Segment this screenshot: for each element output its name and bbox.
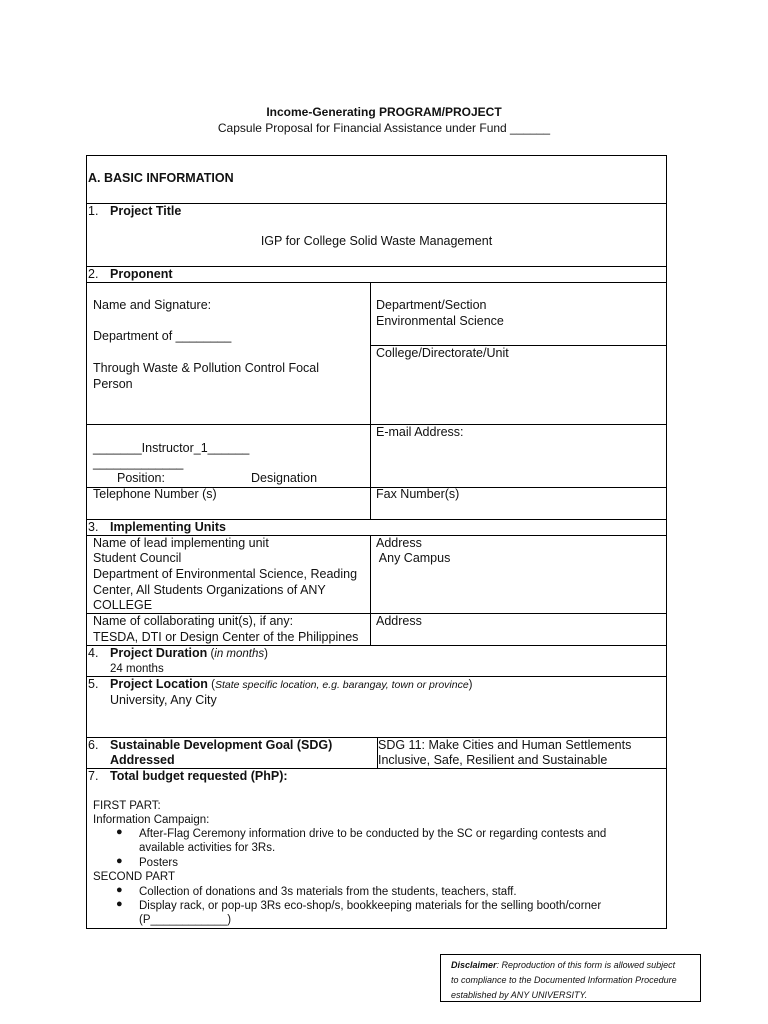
section-a-heading: A. BASIC INFORMATION bbox=[88, 171, 234, 185]
item-7-number: 7. bbox=[88, 769, 99, 783]
project-title-value: IGP for College Solid Waste Management bbox=[260, 234, 493, 248]
disclaimer-line3: established by ANY UNIVERSITY. bbox=[451, 990, 588, 1000]
project-duration-note: in months bbox=[214, 648, 265, 660]
signature-blank-line: _____________ bbox=[93, 456, 184, 470]
column-divider bbox=[370, 282, 371, 520]
column-divider bbox=[370, 535, 371, 646]
bullet-1-line2: available activities for 3Rs. bbox=[139, 842, 276, 854]
lead-unit-line: Center, All Students Organizations of ANY bbox=[93, 583, 326, 597]
item-2-number: 2. bbox=[88, 267, 99, 281]
project-title-label: Project Title bbox=[110, 204, 182, 218]
disclaimer-line1 bbox=[451, 958, 700, 973]
disclaimer-box bbox=[440, 954, 701, 1002]
sdg-label-line2: Addressed bbox=[110, 753, 175, 767]
designation-label: Designation bbox=[251, 471, 318, 485]
divider bbox=[86, 266, 667, 267]
form-title: Income-Generating PROGRAM/PROJECT bbox=[266, 105, 502, 119]
project-duration-label: Project Duration bbox=[110, 646, 208, 660]
project-location-label: Project Location bbox=[110, 677, 208, 691]
fax-label: Fax Number(s) bbox=[376, 487, 460, 501]
project-duration-row bbox=[110, 646, 268, 662]
paren: ) bbox=[468, 679, 473, 691]
collab-address-label: Address bbox=[376, 614, 422, 628]
proponent-label: Proponent bbox=[110, 267, 173, 281]
paren: ( bbox=[207, 648, 215, 660]
instructor-name: _______Instructor_1______ bbox=[93, 441, 250, 455]
lead-unit-line: Department of Environmental Science, Reading bbox=[93, 567, 358, 581]
sdg-label-line1: Sustainable Development Goal (SDG) bbox=[110, 738, 333, 752]
name-signature-label: Name and Signature: bbox=[93, 298, 212, 312]
form-subtitle: Capsule Proposal for Financial Assistance under Fund ______ bbox=[217, 121, 551, 135]
through-label-line2: Person bbox=[93, 377, 133, 391]
collab-unit-label: Name of collaborating unit(s), if any: bbox=[93, 614, 294, 628]
dept-section-label: Department/Section bbox=[376, 298, 487, 312]
lead-unit-line: COLLEGE bbox=[93, 598, 153, 612]
second-part-label: SECOND PART bbox=[93, 871, 176, 883]
bullet-4-line1: Display rack, or pop-up 3Rs eco-shop/s, bookkeeping materials for the selling booth/corner bbox=[139, 900, 602, 912]
project-location-note: State specific location, e.g. barangay, town or province bbox=[214, 679, 469, 691]
disclaimer-line2: to compliance to the Documented Information Procedure bbox=[451, 975, 677, 985]
paren: ) bbox=[264, 648, 268, 660]
telephone-label: Telephone Number (s) bbox=[93, 487, 217, 501]
department-of-label: Department of ________ bbox=[93, 329, 232, 343]
through-label-line1: Through Waste & Pollution Control Focal bbox=[93, 361, 320, 375]
bullet-dot: ● bbox=[116, 855, 123, 867]
total-budget-label: Total budget requested (PhP): bbox=[110, 769, 288, 783]
lead-address-value: Any Campus bbox=[376, 551, 451, 565]
project-location-value: University, Any City bbox=[110, 693, 217, 707]
bullet-dot: ● bbox=[116, 826, 123, 838]
bullet-2: Posters bbox=[139, 857, 178, 869]
bullet-3: Collection of donations and 3s materials from the students, teachers, staff. bbox=[139, 886, 517, 898]
paren: ( bbox=[207, 679, 215, 691]
lead-address-label: Address bbox=[376, 536, 422, 550]
bullet-1-line1: After-Flag Ceremony information drive to be conducted by the SC or regarding contests and bbox=[139, 828, 607, 840]
bullet-4-line2: (P____________) bbox=[139, 914, 232, 926]
sdg-value-line2: Inclusive, Safe, Resilient and Sustainable bbox=[378, 753, 608, 767]
disclaimer-text: : Reproduction of this form is allowed subject bbox=[496, 960, 676, 970]
item-6-number: 6. bbox=[88, 738, 99, 752]
item-1-number: 1. bbox=[88, 204, 99, 218]
item-5-number: 5. bbox=[88, 677, 99, 691]
project-location-row bbox=[110, 677, 473, 694]
lead-unit-line: Student Council bbox=[93, 551, 182, 565]
bullet-dot: ● bbox=[116, 884, 123, 896]
item-4-number: 4. bbox=[88, 646, 99, 660]
item-3-number: 3. bbox=[88, 520, 99, 534]
college-unit-label: College/Directorate/Unit bbox=[376, 346, 509, 360]
info-campaign-label: Information Campaign: bbox=[93, 814, 210, 826]
sdg-value-line1: SDG 11: Make Cities and Human Settlements bbox=[378, 738, 632, 752]
disclaimer-label: Disclaimer bbox=[451, 960, 497, 970]
implementing-units-label: Implementing Units bbox=[110, 520, 226, 534]
bullet-dot: ● bbox=[116, 898, 123, 910]
dept-section-value: Environmental Science bbox=[376, 314, 504, 328]
position-label: Position: bbox=[117, 471, 165, 485]
divider bbox=[86, 282, 667, 283]
lead-unit-label: Name of lead implementing unit bbox=[93, 536, 269, 550]
collab-unit-value: TESDA, DTI or Design Center of the Philippines bbox=[93, 630, 359, 644]
email-label: E-mail Address: bbox=[376, 425, 464, 439]
project-duration-value: 24 months bbox=[110, 663, 164, 675]
first-part-label: FIRST PART: bbox=[93, 800, 161, 812]
